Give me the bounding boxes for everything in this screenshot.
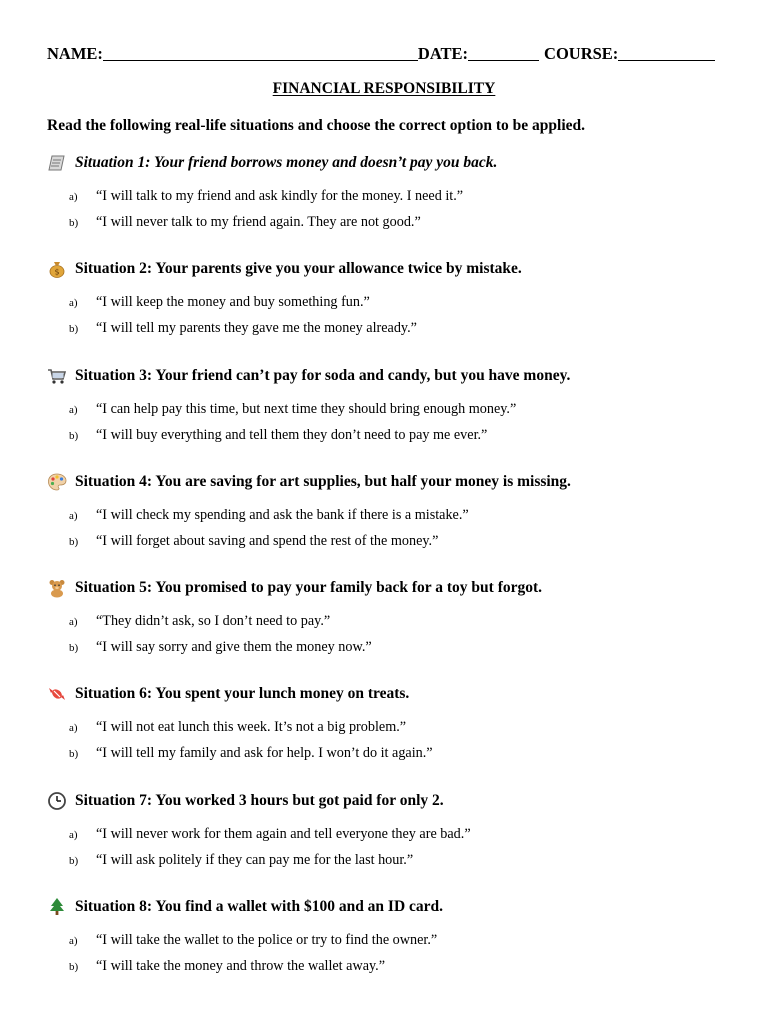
candy-icon xyxy=(47,684,67,704)
option-letter: b) xyxy=(69,322,79,335)
situation-heading xyxy=(47,577,737,599)
situation-text: Situation 6: You spent your lunch money on treats. xyxy=(75,685,410,702)
date-label: DATE: xyxy=(417,44,469,63)
situation-text: Situation 2: Your parents give you your allowance twice by mistake. xyxy=(75,260,522,277)
option-letter: a) xyxy=(69,722,78,734)
option-text: “I will tell my parents they gave me the money already.” xyxy=(96,319,417,336)
situation-heading xyxy=(47,683,737,705)
option-a[interactable] xyxy=(69,932,737,958)
option-a[interactable] xyxy=(69,294,737,320)
option-text: “I will forget about saving and spend the rest of the money.” xyxy=(96,532,439,549)
options-list xyxy=(69,507,737,558)
header-line xyxy=(47,44,727,64)
option-a[interactable] xyxy=(69,188,737,214)
option-text: “They didn’t ask, so I don’t need to pay.” xyxy=(96,613,331,629)
page-title-row xyxy=(0,79,768,99)
option-b[interactable] xyxy=(69,427,737,453)
options-list xyxy=(69,401,737,452)
option-text: “I will tell my family and ask for help. I won’t do it again.” xyxy=(96,744,433,761)
page-title: FINANCIAL RESPONSIBILITY xyxy=(272,80,496,97)
option-letter: b) xyxy=(69,535,79,548)
situation-text: Situation 4: You are saving for art supplies, but half your money is missing. xyxy=(75,473,571,490)
situation-4 xyxy=(47,471,737,558)
money-bag-icon xyxy=(47,259,67,279)
option-text: “I will take the wallet to the police or try to find the owner.” xyxy=(96,932,438,948)
name-blank xyxy=(103,45,418,61)
option-b[interactable] xyxy=(69,533,737,559)
option-letter: b) xyxy=(69,216,79,229)
clock-icon xyxy=(47,791,67,811)
option-a[interactable] xyxy=(69,401,737,427)
option-letter: a) xyxy=(69,616,78,628)
options-list xyxy=(69,826,737,877)
option-a[interactable] xyxy=(69,507,737,533)
svg-text:$: $ xyxy=(54,267,60,277)
situation-5 xyxy=(47,577,737,664)
option-b[interactable] xyxy=(69,639,737,665)
name-label: NAME: xyxy=(47,44,103,63)
instructions: Read the following real-life situations and choose the correct option to be applied. xyxy=(47,117,586,134)
situation-text: Situation 1: Your friend borrows money and doesn’t pay you back. xyxy=(75,154,498,171)
teddy-bear-icon xyxy=(47,578,67,598)
options-list xyxy=(69,932,737,983)
option-b[interactable] xyxy=(69,852,737,878)
option-letter: a) xyxy=(69,297,78,309)
situation-6 xyxy=(47,683,737,770)
option-letter: b) xyxy=(69,429,79,442)
situation-8 xyxy=(47,896,737,983)
option-text: “I will buy everything and tell them they don’t need to pay me ever.” xyxy=(96,426,488,443)
situation-7 xyxy=(47,790,737,877)
option-letter: a) xyxy=(69,510,78,522)
artist-palette-icon xyxy=(47,472,67,492)
situation-text: Situation 3: Your friend can’t pay for soda and candy, but you have money. xyxy=(75,367,571,384)
option-text: “I will take the money and throw the wallet away.” xyxy=(96,957,386,974)
option-letter: a) xyxy=(69,191,78,203)
course-blank xyxy=(618,45,715,61)
situation-heading xyxy=(47,152,737,174)
situation-text: Situation 8: You find a wallet with $100 and an ID card. xyxy=(75,898,444,915)
option-letter: b) xyxy=(69,854,79,867)
option-b[interactable] xyxy=(69,745,737,771)
situation-text: Situation 7: You worked 3 hours but got paid for only 2. xyxy=(75,792,444,809)
option-letter: b) xyxy=(69,960,79,973)
option-text: “I can help pay this time, but next time they should bring enough money.” xyxy=(96,401,517,417)
option-text: “I will never work for them again and tell everyone they are bad.” xyxy=(96,826,471,842)
option-text: “I will ask politely if they can pay me for the last hour.” xyxy=(96,851,414,868)
course-label: COURSE: xyxy=(544,44,619,63)
situation-heading xyxy=(47,365,737,387)
option-a[interactable] xyxy=(69,826,737,852)
option-b[interactable] xyxy=(69,320,737,346)
situation-2 xyxy=(47,258,737,345)
tree-icon xyxy=(47,897,67,917)
option-letter: b) xyxy=(69,641,79,654)
option-a[interactable] xyxy=(69,719,737,745)
option-text: “I will keep the money and buy something fun.” xyxy=(96,294,370,310)
situation-text: Situation 5: You promised to pay your family back for a toy but forgot. xyxy=(75,579,543,596)
scroll-icon xyxy=(47,153,67,173)
options-list xyxy=(69,719,737,770)
option-text: “I will check my spending and ask the bank if there is a mistake.” xyxy=(96,507,469,523)
option-letter: b) xyxy=(69,747,79,760)
option-text: “I will not eat lunch this week. It’s not a big problem.” xyxy=(96,719,407,735)
situation-3 xyxy=(47,365,737,452)
option-letter: a) xyxy=(69,935,78,947)
options-list xyxy=(69,188,737,239)
option-text: “I will talk to my friend and ask kindly for the money. I need it.” xyxy=(96,188,464,204)
situation-heading xyxy=(47,790,737,812)
options-list xyxy=(69,294,737,345)
situation-1 xyxy=(47,152,737,239)
shopping-cart-icon xyxy=(47,366,67,386)
situation-heading xyxy=(47,258,737,280)
option-a[interactable] xyxy=(69,613,737,639)
option-b[interactable] xyxy=(69,214,737,240)
option-letter: a) xyxy=(69,404,78,416)
option-b[interactable] xyxy=(69,958,737,984)
option-text: “I will say sorry and give them the money now.” xyxy=(96,638,372,655)
option-letter: a) xyxy=(69,829,78,841)
options-list xyxy=(69,613,737,664)
situation-heading xyxy=(47,896,737,918)
date-blank xyxy=(468,45,539,61)
situation-heading xyxy=(47,471,737,493)
option-text: “I will never talk to my friend again. They are not good.” xyxy=(96,213,421,230)
